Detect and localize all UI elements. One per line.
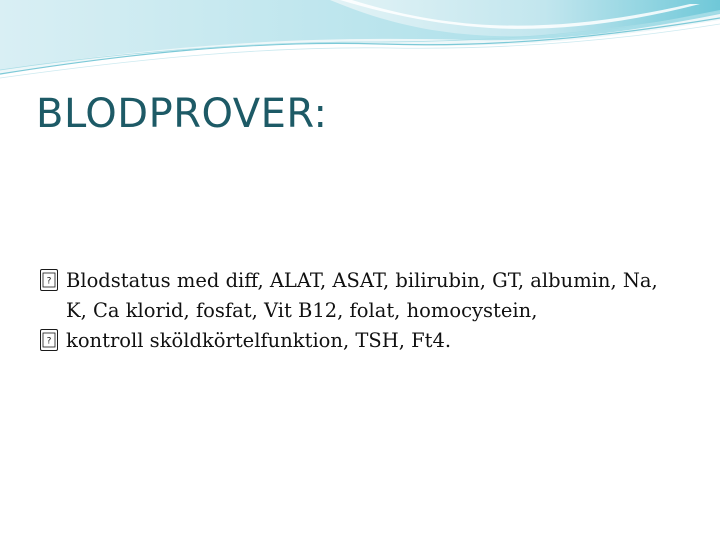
bullet-text: Blodstatus med diff, ALAT, ASAT, bilirubin, GT, albumin, Na, K, Ca klorid, fosfat, Vit B12, folat, homocystein, [66, 269, 658, 322]
svg-text:?: ? [46, 276, 52, 287]
list-item [40, 266, 680, 326]
bullet-text: kontroll sköldkörtelfunktion, TSH, Ft4. [66, 329, 452, 352]
missing-glyph-icon [40, 269, 58, 291]
missing-glyph-icon [40, 329, 58, 351]
header-wave-decoration [0, 0, 720, 90]
svg-text:?: ? [46, 336, 52, 347]
slide-title: BLODPROVER: [36, 91, 328, 137]
list-item [40, 326, 680, 356]
bullet-list [40, 266, 680, 356]
